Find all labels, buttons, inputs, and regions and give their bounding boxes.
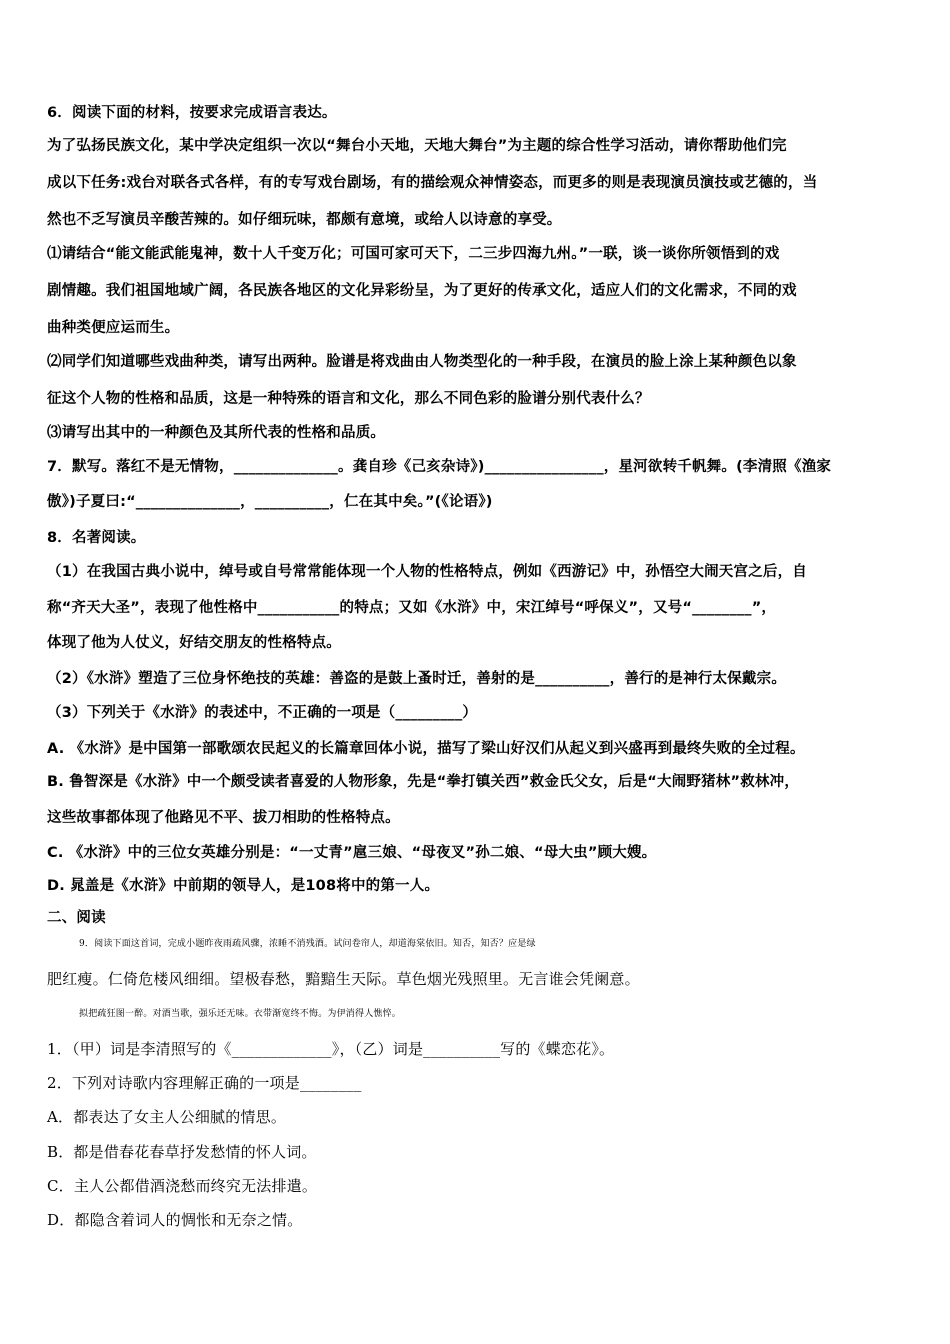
section-reading-heading: 二、阅读	[47, 910, 106, 926]
q8-option-c: C. 《水浒》中的三位女英雄分别是：“一丈青”扈三娘、“母夜叉”孙二娘、“母大虫”顾大嫂。	[47, 845, 657, 861]
q6-material-line-3: 然也不乏写演员辛酸苦辣的。如仔细玩味，都颇有意境，或给人以诗意的享受。	[47, 212, 562, 228]
q9-sub2-line: 2．下列对诗歌内容理解正确的一项是________	[47, 1074, 362, 1092]
q8-sub1-line-3: 体现了他为人仗义，好结交朋友的性格特点。	[47, 635, 341, 651]
q7-line-2: 傲》)子夏曰:“______________，__________，仁在其中矣。”(《论语》)	[47, 494, 493, 510]
q8-sub1-line-2: 称“齐天大圣”，表现了他性格中___________的特点；又如《水浒》中，宋江绰号“呼保义”，又号“________”，	[47, 600, 777, 616]
q9-option-d: D．都隐含着词人的惆怅和无奈之情。	[47, 1211, 303, 1229]
q9-option-c: C．主人公都借酒浇愁而终究无法排遣。	[47, 1177, 318, 1195]
q6-material-line-2: 成以下任务:戏台对联各式各样，有的专写戏台剧场，有的描绘观众神情姿态，而更多的则是表现演员演技或艺德的，当	[47, 175, 818, 191]
q6-sub2-line-2: 征这个人物的性格和品质，这是一种特殊的语言和文化，那么不同色彩的脸谱分别代表什么？	[47, 391, 650, 407]
q7-line-1: 7．默写。落红不是无情物，______________。龚自珍《己亥杂诗》)________________，星河欲转千帆舞。(李清照《渔家	[47, 459, 832, 475]
q6-sub2-line-1: ⑵同学们知道哪些戏曲种类，请写出两种。脸谱是将戏曲由人物类型化的一种手段，在演员的脸上涂上某种颜色以象	[47, 354, 797, 370]
q6-sub3-line: ⑶请写出其中的一种颜色及其所代表的性格和品质。	[47, 425, 386, 441]
q6-heading: 6．阅读下面的材料，按要求完成语言表达。	[47, 105, 337, 121]
q8-heading: 8．名著阅读。	[47, 530, 146, 546]
q8-sub1-line-1: （1）在我国古典小说中，绰号或自号常常能体现一个人物的性格特点，例如《西游记》中，孙悟空大闹天宫之后，自	[47, 564, 807, 580]
q6-sub1-line-3: 曲种类便应运而生。	[47, 320, 180, 336]
q6-sub1-line-2: 剧情趣。我们祖国地域广阔，各民族各地区的文化异彩纷呈，为了更好的传承文化，适应人们的文化需求，不同的戏	[47, 283, 797, 299]
q9-sub1-line: 1．（甲）词是李清照写的《_____________》，（乙）词是__________写的《蝶恋花》。	[47, 1040, 615, 1058]
q8-sub2-line: （2）《水浒》塑造了三位身怀绝技的英雄：善盗的是鼓上蚤时迁，善射的是__________，善行的是神行太保戴宗。	[47, 671, 787, 687]
q9-poem-line-2: 肥红瘦。仁倚危楼风细细。望极春愁，黯黯生天际。草色烟光残照里。无言谁会凭阑意。	[47, 970, 640, 988]
q8-option-b-line-1: B. 鲁智深是《水浒》中一个颇受读者喜爱的人物形象，先是“拳打镇关西”救金氏父女，后是“大闹野猪林”救林冲，	[47, 774, 800, 790]
q6-sub1-line-1: ⑴请结合“能文能武能鬼神，数十人千变万化；可国可家可天下，二三步四海九州。”一联，谈一谈你所领悟到的戏	[47, 246, 780, 262]
q8-option-a: A. 《水浒》是中国第一部歌颂农民起义的长篇章回体小说，描写了梁山好汉们从起义到兴盛再到最终失败的全过程。	[47, 741, 805, 757]
q8-sub3-line: （3）下列关于《水浒》的表述中，不正确的一项是（_________）	[47, 705, 478, 721]
q6-material-line-1: 为了弘扬民族文化，某中学决定组织一次以“舞台小天地，天地大舞台”为主题的综合性学习活动，请你帮助他们完	[47, 138, 787, 154]
q8-option-d: D. 晁盖是《水浒》中前期的领导人，是108将中的第一人。	[47, 878, 440, 894]
q9-option-a: A．都表达了女主人公细腻的情思。	[47, 1108, 287, 1126]
q9-option-b: B．都是借春花春草抒发愁情的怀人词。	[47, 1143, 317, 1161]
q9-poem-line-1: 9．阅读下面这首词，完成小题昨夜雨疏风骤，浓睡不消残酒。试问卷帘人，却道海棠依旧。知否，知否？应是绿	[79, 939, 536, 949]
q9-poem-line-3: 拟把疏狂图一醉。对酒当歌，强乐还无味。衣带渐宽终不悔。为伊消得人憔悴。	[79, 1009, 402, 1019]
q8-option-b-line-2: 这些故事都体现了他路见不平、拔刀相助的性格特点。	[47, 810, 400, 826]
